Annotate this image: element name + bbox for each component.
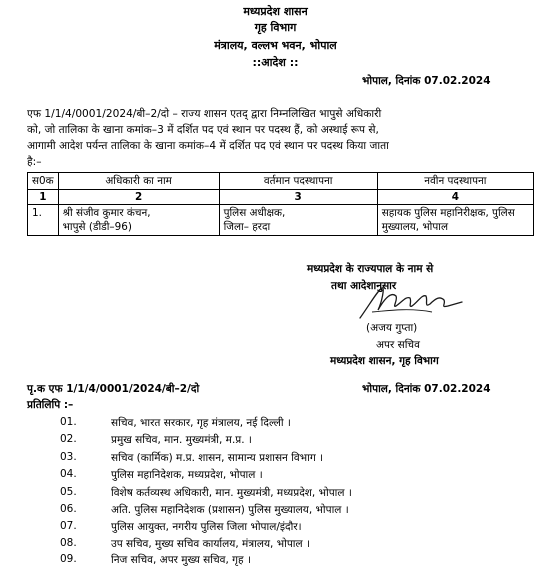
col-number-1: 1 <box>28 190 59 205</box>
copy-recipient: निज सचिव, अपर मुख्य सचिव, गृह । <box>111 554 251 566</box>
copy-date: भोपाल, दिनांक 07.02.2024 <box>362 383 491 395</box>
table-number-row <box>28 190 534 205</box>
cell-officer <box>58 205 219 236</box>
copy-num: 08. <box>60 537 77 549</box>
copy-recipient: विशेष कर्तव्यस्थ अधिकारी, मान. मुख्यमंत्री, मध्यप्रदेश, भोपाल । <box>111 487 352 499</box>
copy-recipient: उप सचिव, मुख्य सचिव कार्यालय, मंत्रालय, भोपाल । <box>111 538 310 550</box>
signatory-designation: अपर सचिव <box>376 339 420 351</box>
copy-num: 09. <box>60 553 77 565</box>
cell-current-posting <box>219 205 377 236</box>
header-address: मंत्रालय, वल्लभ भवन, भोपाल <box>214 39 337 52</box>
col-header-current: वर्तमान पदस्थापना <box>219 173 377 190</box>
copy-num: 04. <box>60 468 77 480</box>
table-row <box>28 205 534 236</box>
order-body <box>27 106 533 170</box>
copy-recipient: सचिव, भारत सरकार, गृह मंत्रालय, नई दिल्ली । <box>111 417 291 429</box>
copy-recipient: अति. पुलिस महानिदेशक (प्रशासन) पुलिस मुख्यालय, भोपाल । <box>111 504 349 516</box>
new-location: मुख्यालय, भोपाल <box>381 221 449 233</box>
body-line-3: आगामी आदेश पर्यन्त तालिका के खाना कमांक–4 में दर्शित पद एवं स्थान पर पदस्थ किया जाता <box>27 140 389 152</box>
table-header-row <box>28 173 534 190</box>
signature-authority: मध्यप्रदेश के राज्यपाल के नाम से <box>307 263 434 275</box>
current-location: जिला– हरदा <box>223 221 271 233</box>
copy-recipient: पुलिस आयुक्त, नगरीय पुलिस जिला भोपाल/इंदौर। <box>111 521 302 533</box>
col-header-sno: स0क <box>28 173 59 190</box>
signatory-name: (अजय गुप्ता) <box>366 322 418 334</box>
col-header-new: नवीन पदस्थापना <box>377 173 533 190</box>
col-number-3: 3 <box>219 190 377 205</box>
col-number-2: 2 <box>58 190 219 205</box>
posting-table <box>27 172 534 236</box>
cell-sno: 1. <box>28 205 59 236</box>
header-department: गृह विभाग <box>254 21 297 34</box>
signature-order-line: तथा आदेशानुसार <box>331 280 397 292</box>
body-line-4: है:– <box>27 156 42 168</box>
body-line-2: को, जो तालिका के खाना कमांक–3 में दर्शित पद एवं स्थान पर पदस्थ हैं, को अस्थाई रूप से, <box>27 124 379 136</box>
officer-service: भापुसे (डीडी–96) <box>62 221 132 233</box>
col-header-officer: अधिकारी का नाम <box>58 173 219 190</box>
handwritten-signature <box>352 284 472 324</box>
copy-num: 05. <box>60 486 77 498</box>
signatory-department: मध्यप्रदेश शासन, गृह विभाग <box>330 355 439 367</box>
copy-recipient: पुलिस महानिदेशक, मध्यप्रदेश, भोपाल । <box>111 469 263 481</box>
copy-num: 02. <box>60 433 77 445</box>
header-order-title: ::आदेश :: <box>252 56 299 69</box>
copy-num: 01. <box>60 416 77 428</box>
copy-recipient: सचिव (कार्मिक) म.प्र. शासन, सामान्य प्रशासन विभाग । <box>111 452 324 464</box>
copy-num: 06. <box>60 503 77 515</box>
new-post: सहायक पुलिस महानिरीक्षक, पुलिस <box>381 207 515 219</box>
copy-num: 07. <box>60 520 77 532</box>
col-number-4: 4 <box>377 190 533 205</box>
copy-reference: पृ.क एफ 1/1/4/0001/2024/बी–2/दो <box>27 383 200 395</box>
body-line-1: एफ 1/1/4/0001/2024/बी–2/दो – राज्य शासन एतद् द्वारा निम्नलिखित भापुसे अधिकारी <box>27 108 382 120</box>
copy-num: 03. <box>60 451 77 463</box>
copy-title: प्रतिलिपि :– <box>27 399 74 411</box>
copy-recipient: प्रमुख सचिव, मान. मुख्यमंत्री, म.प्र. । <box>111 434 252 446</box>
order-date: भोपाल, दिनांक 07.02.2024 <box>362 75 491 87</box>
cell-new-posting <box>377 205 533 236</box>
current-post: पुलिस अधीक्षक, <box>223 207 286 219</box>
officer-name: श्री संजीव कुमार कंचन, <box>62 207 151 219</box>
header-state: मध्यप्रदेश शासन <box>243 5 308 18</box>
